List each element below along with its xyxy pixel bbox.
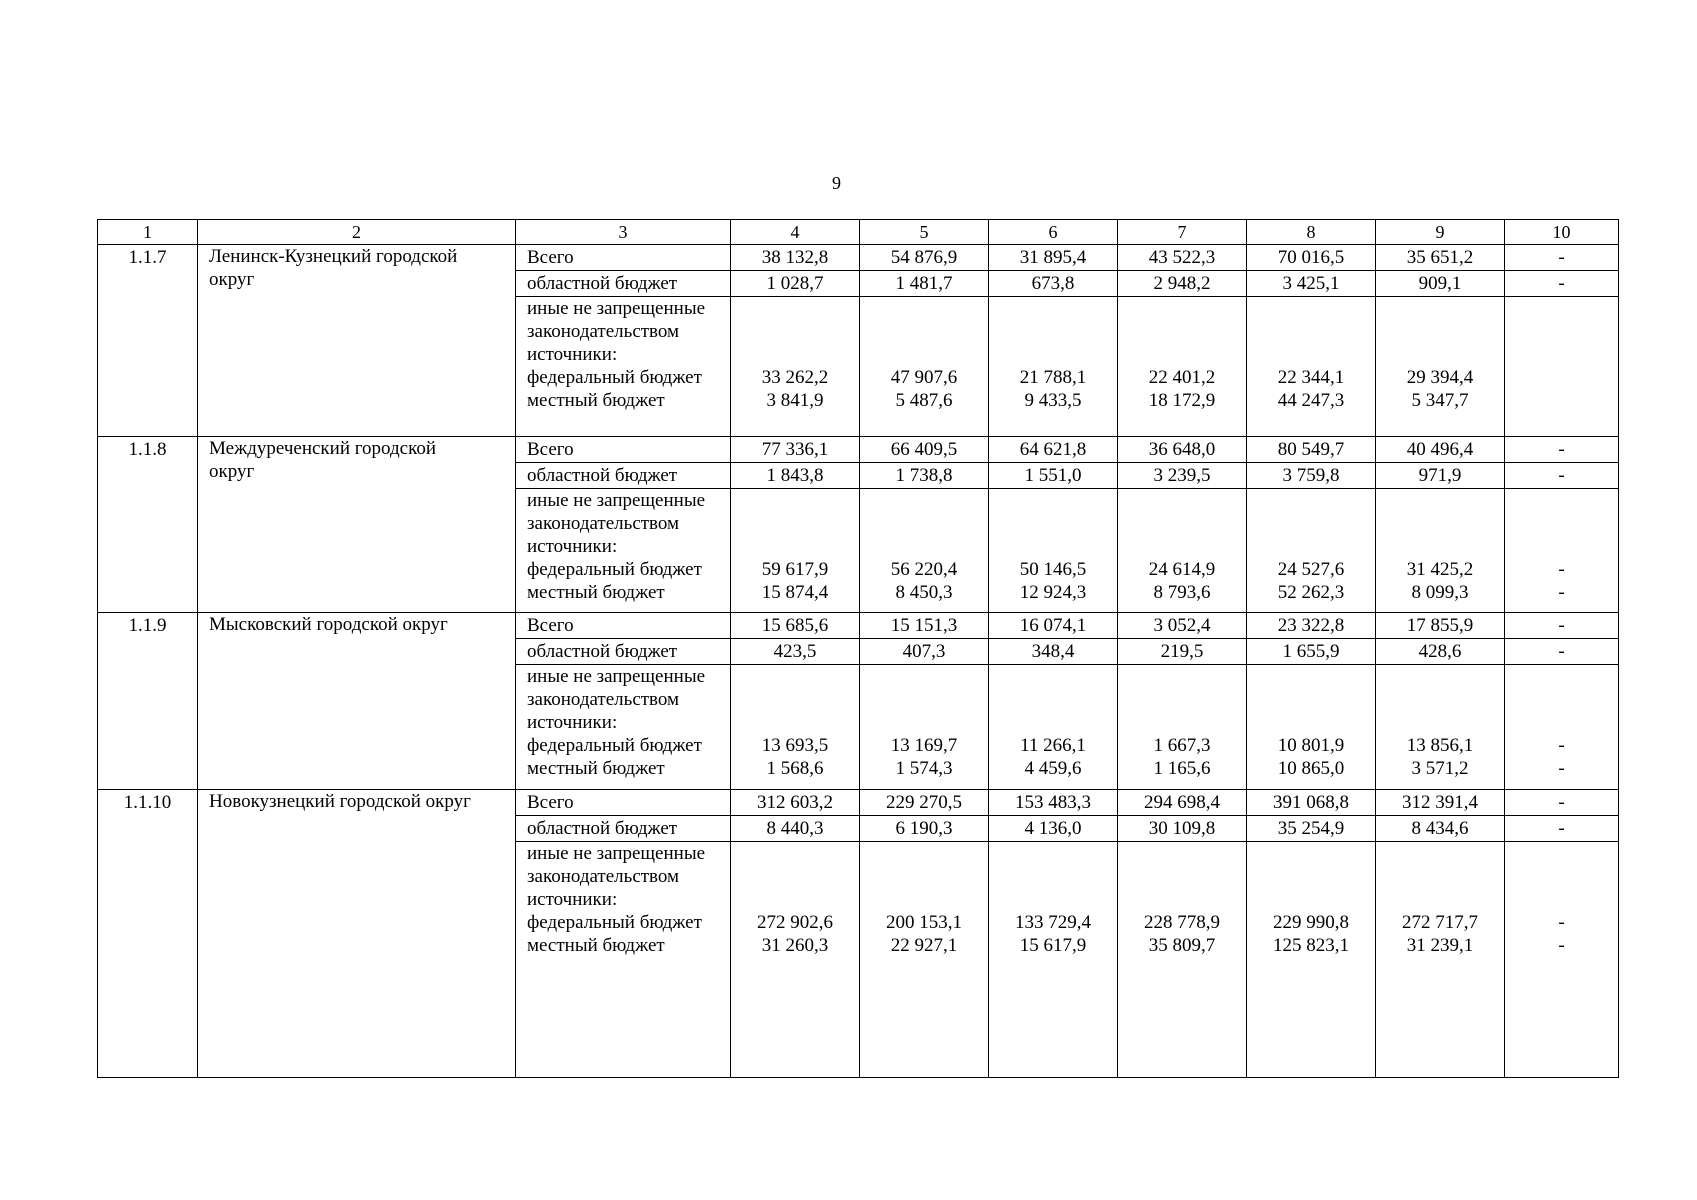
value-total: 54 876,9: [860, 245, 989, 271]
source-total-label: Всего: [516, 245, 731, 271]
value-total: 15 151,3: [860, 613, 989, 639]
value-col10-federal: -: [1558, 912, 1565, 933]
value-oblast: 6 190,3: [860, 816, 989, 842]
value-other: [1247, 842, 1376, 1078]
value-federal: 24 527,6: [1277, 559, 1345, 580]
source-label-line: местный бюджет: [527, 935, 665, 956]
source-label-line: иные не запрещенные: [527, 298, 706, 319]
value-oblast: 30 109,8: [1118, 816, 1247, 842]
column-number: 3: [516, 220, 731, 245]
value-total: 36 648,0: [1118, 437, 1247, 463]
value-other: [731, 665, 860, 790]
source-oblast-label: областной бюджет: [516, 816, 731, 842]
value-total: 312 391,4: [1376, 790, 1505, 816]
municipality-name-line: Новокузнецкий городской округ: [209, 791, 471, 812]
value-local: 1 568,6: [766, 758, 824, 779]
municipality-name-line: округ: [209, 461, 255, 482]
value-col10-federal: -: [1558, 559, 1565, 580]
value-federal: 13 169,7: [890, 735, 958, 756]
value-other: [731, 297, 860, 437]
value-federal: 228 778,9: [1144, 912, 1220, 933]
value-oblast: 1 028,7: [731, 271, 860, 297]
value-other: [731, 489, 860, 613]
value-federal: 47 907,6: [890, 367, 958, 388]
value-other: [1376, 665, 1505, 790]
value-col10-local: -: [1558, 582, 1565, 603]
value-total: 229 270,5: [860, 790, 989, 816]
source-other-labels: [516, 489, 731, 613]
budget-table: [97, 219, 1619, 1078]
source-label-line: законодательством: [527, 866, 680, 887]
source-label-line: источники:: [527, 344, 618, 365]
value-local: 4 459,6: [1024, 758, 1082, 779]
value-col10: -: [1505, 790, 1619, 816]
source-total-label: Всего: [516, 437, 731, 463]
value-local: 9 433,5: [1024, 390, 1082, 411]
value-federal: 22 344,1: [1277, 367, 1345, 388]
value-federal: 24 614,9: [1148, 559, 1216, 580]
value-federal: 56 220,4: [890, 559, 958, 580]
value-oblast: 1 738,8: [860, 463, 989, 489]
municipality-name: [198, 613, 516, 790]
column-number: 4: [731, 220, 860, 245]
source-label-line: местный бюджет: [527, 390, 665, 411]
source-label-line: источники:: [527, 536, 618, 557]
source-label-line: иные не запрещенные: [527, 490, 706, 511]
value-local: 22 927,1: [890, 935, 958, 956]
value-oblast: 3 239,5: [1118, 463, 1247, 489]
page-number: 9: [832, 173, 841, 193]
value-total: 64 621,8: [989, 437, 1118, 463]
column-number: 7: [1118, 220, 1247, 245]
value-other: [1118, 665, 1247, 790]
value-col10: -: [1505, 271, 1619, 297]
municipality-name: [198, 437, 516, 613]
value-local: 12 924,3: [1019, 582, 1087, 603]
value-oblast: 423,5: [731, 639, 860, 665]
source-other-labels: [516, 842, 731, 1078]
source-label-line: местный бюджет: [527, 582, 665, 603]
value-other: [860, 489, 989, 613]
value-total: 15 685,6: [731, 613, 860, 639]
value-total: 31 895,4: [989, 245, 1118, 271]
source-label-line: законодательством: [527, 321, 680, 342]
row-total: [98, 790, 1619, 816]
source-label-line: федеральный бюджет: [527, 735, 702, 756]
value-total: 153 483,3: [989, 790, 1118, 816]
source-label-line: иные не запрещенные: [527, 843, 706, 864]
value-total: 16 074,1: [989, 613, 1118, 639]
value-other: [989, 842, 1118, 1078]
value-oblast: 35 254,9: [1247, 816, 1376, 842]
value-total: 43 522,3: [1118, 245, 1247, 271]
municipality-name-line: округ: [209, 269, 255, 290]
value-federal: 11 266,1: [1020, 735, 1086, 756]
value-local: 31 239,1: [1406, 935, 1474, 956]
value-federal: 50 146,5: [1019, 559, 1087, 580]
column-number: 6: [989, 220, 1118, 245]
source-label-line: источники:: [527, 712, 618, 733]
value-total: 77 336,1: [731, 437, 860, 463]
row-total: [98, 613, 1619, 639]
value-total: 35 651,2: [1376, 245, 1505, 271]
value-other: [860, 665, 989, 790]
value-other: [1376, 842, 1505, 1078]
source-label-line: федеральный бюджет: [527, 367, 702, 388]
value-federal: 59 617,9: [761, 559, 829, 580]
value-federal: 33 262,2: [761, 367, 829, 388]
municipality-name: [198, 790, 516, 1078]
municipality-name: [198, 245, 516, 437]
column-number: 9: [1376, 220, 1505, 245]
column-number: 5: [860, 220, 989, 245]
value-oblast: 3 759,8: [1247, 463, 1376, 489]
value-col10: -: [1505, 463, 1619, 489]
value-col10: -: [1505, 437, 1619, 463]
value-total: 70 016,5: [1247, 245, 1376, 271]
value-local: 3 841,9: [766, 390, 824, 411]
value-federal: 229 990,8: [1273, 912, 1349, 933]
source-other-labels: [516, 665, 731, 790]
value-total: 80 549,7: [1247, 437, 1376, 463]
value-oblast: 428,6: [1376, 639, 1505, 665]
source-label-line: источники:: [527, 889, 618, 910]
source-other-labels: [516, 297, 731, 437]
value-col10-federal: -: [1558, 735, 1565, 756]
value-local: 18 172,9: [1148, 390, 1216, 411]
column-number: 2: [198, 220, 516, 245]
value-oblast: 8 440,3: [731, 816, 860, 842]
value-col10-local: -: [1558, 935, 1565, 956]
value-col10: -: [1505, 639, 1619, 665]
value-oblast: 673,8: [989, 271, 1118, 297]
value-oblast: 8 434,6: [1376, 816, 1505, 842]
source-label-line: иные не запрещенные: [527, 666, 706, 687]
value-federal: 133 729,4: [1015, 912, 1091, 933]
value-other: [860, 842, 989, 1078]
value-total: 38 132,8: [731, 245, 860, 271]
value-local: 3 571,2: [1411, 758, 1469, 779]
value-oblast: 348,4: [989, 639, 1118, 665]
value-oblast: 1 481,7: [860, 271, 989, 297]
value-col10-other: [1505, 297, 1619, 437]
value-other: [989, 297, 1118, 437]
value-oblast: 1 655,9: [1247, 639, 1376, 665]
source-label-line: местный бюджет: [527, 758, 665, 779]
value-other: [1118, 489, 1247, 613]
value-other: [1247, 665, 1376, 790]
value-federal: 272 902,6: [757, 912, 833, 933]
value-col10: -: [1505, 245, 1619, 271]
column-number: 1: [98, 220, 198, 245]
value-col10-other: [1505, 665, 1619, 790]
value-oblast: 219,5: [1118, 639, 1247, 665]
value-federal: 272 717,7: [1402, 912, 1478, 933]
source-label-line: законодательством: [527, 513, 680, 534]
municipality-name-line: Мысковский городской округ: [209, 614, 448, 635]
source-oblast-label: областной бюджет: [516, 639, 731, 665]
value-local: 8 793,6: [1153, 582, 1211, 603]
municipality-name-line: Ленинск-Кузнецкий городской: [209, 246, 458, 267]
item-number: 1.1.8: [98, 437, 198, 613]
value-total: 23 322,8: [1247, 613, 1376, 639]
municipality-name-line: Междуреченский городской: [209, 438, 437, 459]
item-number: 1.1.9: [98, 613, 198, 790]
value-federal: 22 401,2: [1148, 367, 1216, 388]
value-oblast: 1 551,0: [989, 463, 1118, 489]
value-local: 31 260,3: [761, 935, 829, 956]
value-local: 5 347,7: [1411, 390, 1469, 411]
column-number: 10: [1505, 220, 1619, 245]
value-col10: -: [1505, 816, 1619, 842]
source-label-line: федеральный бюджет: [527, 912, 702, 933]
source-total-label: Всего: [516, 613, 731, 639]
value-col10: -: [1505, 613, 1619, 639]
source-total-label: Всего: [516, 790, 731, 816]
value-federal: 21 788,1: [1019, 367, 1087, 388]
value-local: 10 865,0: [1277, 758, 1345, 779]
value-federal: 200 153,1: [886, 912, 962, 933]
value-oblast: 909,1: [1376, 271, 1505, 297]
value-local: 1 574,3: [895, 758, 953, 779]
value-oblast: 407,3: [860, 639, 989, 665]
value-federal: 10 801,9: [1277, 735, 1345, 756]
value-local: 5 487,6: [895, 390, 953, 411]
source-oblast-label: областной бюджет: [516, 271, 731, 297]
value-local: 1 165,6: [1153, 758, 1211, 779]
value-oblast: 2 948,2: [1118, 271, 1247, 297]
column-number-row: [98, 220, 1619, 245]
source-oblast-label: областной бюджет: [516, 463, 731, 489]
row-total: [98, 437, 1619, 463]
value-federal: 13 693,5: [761, 735, 829, 756]
row-total: [98, 245, 1619, 271]
value-other: [1376, 297, 1505, 437]
value-local: 125 823,1: [1273, 935, 1349, 956]
value-oblast: 1 843,8: [731, 463, 860, 489]
value-local: 52 262,3: [1277, 582, 1345, 603]
value-oblast: 971,9: [1376, 463, 1505, 489]
value-federal: 31 425,2: [1406, 559, 1474, 580]
value-other: [1118, 842, 1247, 1078]
value-other: [1118, 297, 1247, 437]
value-total: 312 603,2: [731, 790, 860, 816]
value-other: [989, 489, 1118, 613]
value-col10-other: [1505, 842, 1619, 1078]
value-total: 391 068,8: [1247, 790, 1376, 816]
value-total: 66 409,5: [860, 437, 989, 463]
item-number: 1.1.10: [98, 790, 198, 1078]
source-label-line: федеральный бюджет: [527, 559, 702, 580]
value-col10-other: [1505, 489, 1619, 613]
value-local: 44 247,3: [1277, 390, 1345, 411]
column-number: 8: [1247, 220, 1376, 245]
value-col10-local: [1505, 389, 1618, 412]
value-total: 294 698,4: [1118, 790, 1247, 816]
value-federal: 13 856,1: [1406, 735, 1474, 756]
value-total: 3 052,4: [1118, 613, 1247, 639]
value-oblast: 3 425,1: [1247, 271, 1376, 297]
value-other: [1376, 489, 1505, 613]
value-other: [1247, 489, 1376, 613]
value-total: 40 496,4: [1376, 437, 1505, 463]
value-local: 8 099,3: [1411, 582, 1469, 603]
value-col10-local: -: [1558, 758, 1565, 779]
budget-table-body: [98, 220, 1619, 1078]
value-local: 15 874,4: [761, 582, 829, 603]
value-local: 8 450,3: [895, 582, 953, 603]
value-other: [989, 665, 1118, 790]
value-oblast: 4 136,0: [989, 816, 1118, 842]
value-total: 17 855,9: [1376, 613, 1505, 639]
value-col10-federal: [1505, 366, 1618, 389]
value-other: [731, 842, 860, 1078]
value-other: [1247, 297, 1376, 437]
value-other: [860, 297, 989, 437]
value-local: 35 809,7: [1148, 935, 1216, 956]
value-federal: 29 394,4: [1406, 367, 1474, 388]
value-federal: 1 667,3: [1153, 735, 1211, 756]
source-label-line: законодательством: [527, 689, 680, 710]
value-local: 15 617,9: [1019, 935, 1087, 956]
item-number: 1.1.7: [98, 245, 198, 437]
